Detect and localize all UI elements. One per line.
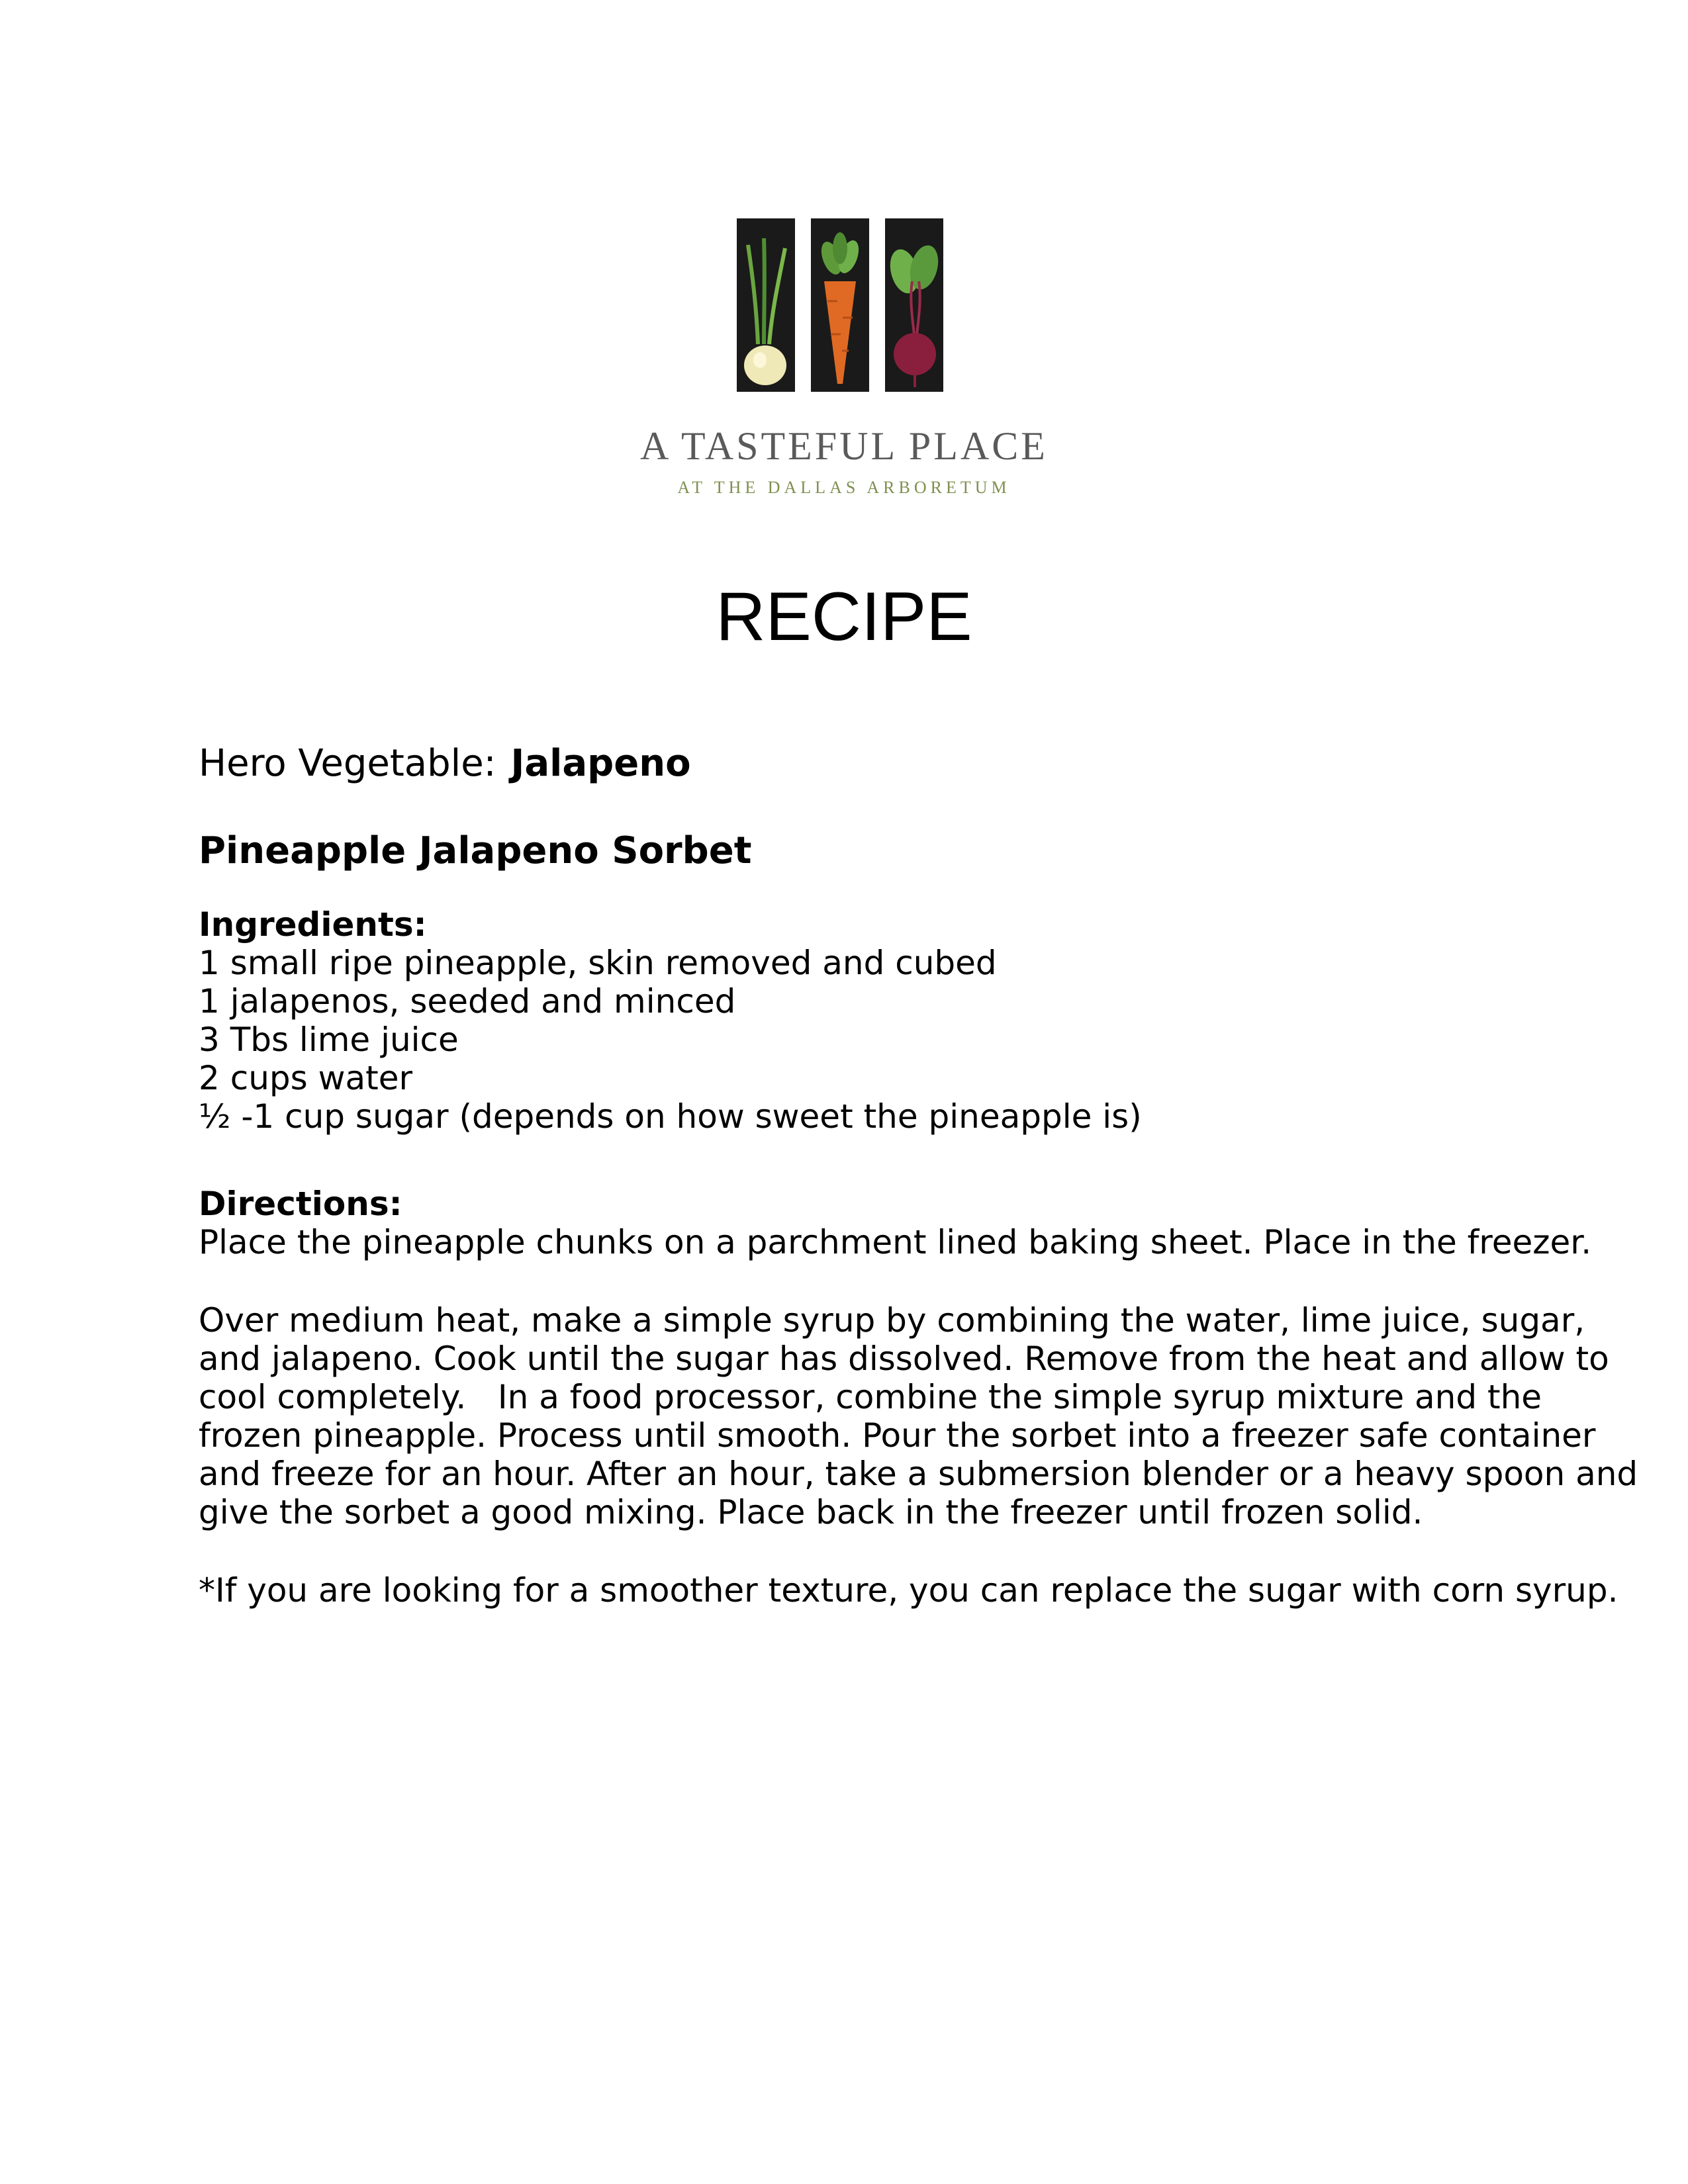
ingredients-heading: Ingredients: — [199, 905, 427, 944]
ingredient-item: 2 cups water — [199, 1059, 413, 1097]
page-title: RECIPE — [716, 578, 972, 655]
directions-note: *If you are looking for a smoother texture, you can replace the sugar with corn syrup. — [199, 1571, 1618, 1610]
directions-line: frozen pineapple. Process until smooth. Pour the sorbet into a freezer safe container — [199, 1416, 1596, 1455]
directions-step-2 — [199, 1301, 1638, 1531]
ingredient-item: 1 small ripe pineapple, skin removed and cubed — [199, 944, 997, 982]
vegetable-panels-logo-icon — [622, 218, 1066, 417]
recipe-name: Pineapple Jalapeno Sorbet — [199, 829, 752, 872]
directions-line: Over medium heat, make a simple syrup by combining the water, lime juice, sugar, — [199, 1301, 1585, 1340]
logo — [622, 218, 1066, 510]
directions-line: give the sorbet a good mixing. Place back in the freezer until frozen solid. — [199, 1493, 1423, 1531]
directions-step-1: Place the pineapple chunks on a parchment lined baking sheet. Place in the freezer. — [199, 1223, 1592, 1261]
ingredient-item: ½ -1 cup sugar (depends on how sweet the pineapple is) — [199, 1097, 1142, 1136]
ingredient-item: 1 jalapenos, seeded and minced — [199, 982, 736, 1021]
hero-vegetable — [199, 743, 1509, 785]
logo-name: A TASTEFUL PLACE — [640, 424, 1048, 468]
directions-line: cool completely. In a food processor, combine the simple syrup mixture and the — [199, 1378, 1542, 1416]
ingredients-list — [199, 944, 1509, 1136]
hero-vegetable-value: Jalapeno — [510, 742, 691, 785]
ingredient-item: 3 Tbs lime juice — [199, 1021, 459, 1059]
hero-vegetable-label: Hero Vegetable: — [199, 742, 496, 785]
directions-line: and freeze for an hour. After an hour, take a submersion blender or a heavy spoon and — [199, 1455, 1638, 1493]
logo-tagline: AT THE DALLAS ARBORETUM — [677, 478, 1011, 497]
directions-line: and jalapeno. Cook until the sugar has dissolved. Remove from the heat and allow to — [199, 1340, 1609, 1378]
directions-heading: Directions: — [199, 1185, 402, 1223]
